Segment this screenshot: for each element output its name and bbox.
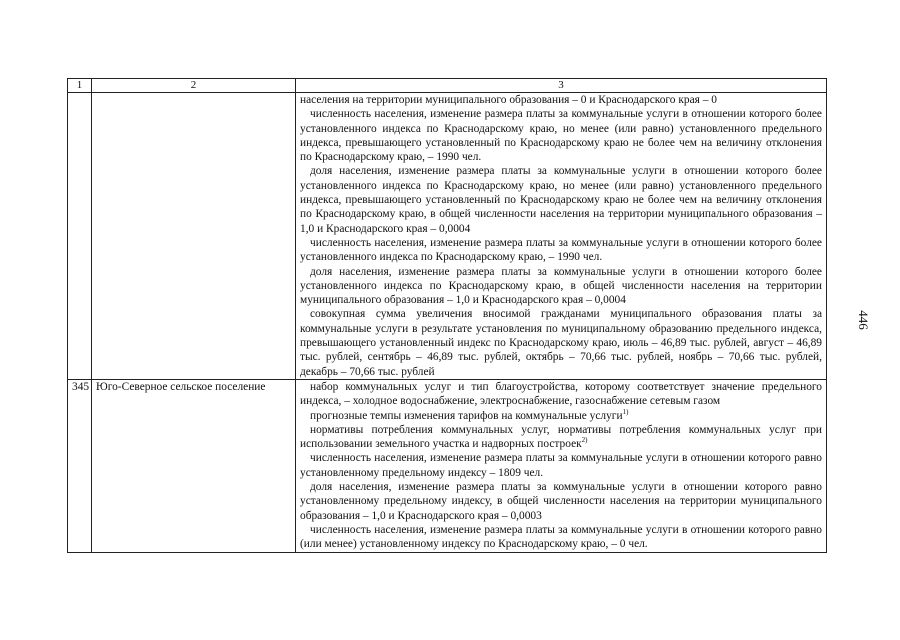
paragraph: численность населения, изменение размера платы за коммунальные услуги в отношении которого равно установленному предельному индексу – 1809 чел. [300, 452, 822, 479]
paragraph: доля населения, изменение размера платы за коммунальные услуги в отношении которого более установленного индекса по Краснодарскому краю, но менее (или равно) установленного предельного индекса, превышающего установленный по Краснодарскому краю не более чем на величину отклонения по Краснодарскому краю, в общей численности населения на территории муниципального образования – 1,0 и Краснодарского края – 0,0004 [300, 165, 822, 235]
row-content [296, 379, 827, 552]
paragraph-text: прогнозные темпы изменения тарифов на коммунальные услуги [310, 409, 623, 422]
paragraph [300, 423, 822, 452]
row-number [68, 93, 92, 380]
footnote-marker: 1) [622, 407, 629, 416]
table-header-row [68, 79, 827, 93]
paragraph: доля населения, изменение размера платы за коммунальные услуги в отношении которого равно установленному предельному индексу, в общей численности населения на территории муниципального образования – 1,0 и Краснодарского края – 0,0003 [300, 481, 822, 522]
header-col-3: 3 [296, 79, 827, 93]
row-number: 345 [68, 379, 92, 552]
footnote-marker: 2) [581, 436, 588, 445]
table-row [68, 93, 827, 380]
page-number: 446 [855, 310, 871, 330]
table-row [68, 379, 827, 552]
paragraph-text: нормативы потребления коммунальных услуг, нормативы потребления коммунальных услуг при использовании земельного участка и надворных построек [300, 423, 822, 451]
settlement-name [92, 93, 296, 380]
paragraph: численность населения, изменение размера платы за коммунальные услуги в отношении которого более установленного индекса по Краснодарскому краю, но менее (или равно) установленного предельного индекса, превышающего установленный по Краснодарскому краю не более чем на величину отклонения по Краснодарскому краю, – 1990 чел. [300, 108, 822, 164]
paragraph [300, 409, 822, 423]
paragraph: набор коммунальных услуг и тип благоустройства, которому соответствует значение предельного индекса, – холодное водоснабжение, электроснабжение, газоснабжение сетевым газом [300, 380, 822, 408]
paragraph: доля населения, изменение размера платы за коммунальные услуги в отношении которого более установленного индекса по Краснодарскому краю, в общей численности населения на территории муниципального образования – 1,0 и Краснодарского края – 0,0004 [300, 265, 822, 307]
document-table [67, 78, 827, 553]
paragraph: совокупная сумма увеличения вносимой гражданами муниципального образования платы за коммунальные услуги в результате установления по муниципальному образованию предельного индекса, превышающего установленный индекс по Краснодарскому краю, июль – 46,89 тыс. рублей, август – 46,89 тыс. рублей, сентябрь – 46,89 тыс. рублей, октябрь – 70,66 тыс. рублей, ноябрь – 70,66 тыс. рублей, декабрь – 70,66 тыс. рублей [300, 308, 822, 378]
header-col-1: 1 [68, 79, 92, 93]
paragraph: численность населения, изменение размера платы за коммунальные услуги в отношении которого более установленного индекса по Краснодарскому краю, – 1990 чел. [300, 236, 822, 264]
header-col-2: 2 [92, 79, 296, 93]
paragraph: численность населения, изменение размера платы за коммунальные услуги в отношении которого равно (или менее) установленному индексу по Краснодарскому краю, – 0 чел. [300, 523, 822, 551]
settlement-name: Юго-Северное сельское поселение [92, 379, 296, 552]
paragraph: населения на территории муниципального образования – 0 и Краснодарского края – 0 [300, 94, 717, 106]
row-content [296, 93, 827, 380]
